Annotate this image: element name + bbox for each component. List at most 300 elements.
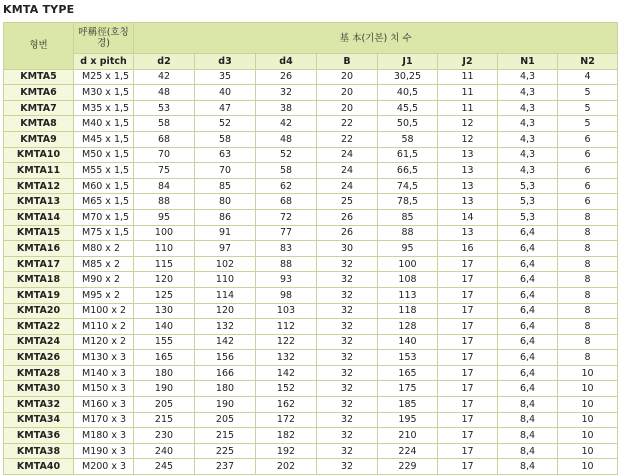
value-cell: 52 [256,147,317,163]
value-cell: 162 [256,397,317,413]
value-cell: 8 [558,287,618,303]
value-cell: 182 [256,428,317,444]
model-cell: KMTA8 [4,116,74,132]
value-cell: 5,3 [498,209,558,225]
value-cell: 42 [134,69,195,85]
value-cell: 61,5 [378,147,438,163]
value-cell: 17 [438,350,498,366]
value-cell: 70 [134,147,195,163]
value-cell: 17 [438,272,498,288]
value-cell: 6,4 [498,256,558,272]
table-row [4,225,618,241]
value-cell: 172 [256,412,317,428]
model-cell: KMTA16 [4,241,74,257]
value-cell: 97 [195,241,256,257]
value-cell: 6 [558,178,618,194]
value-cell: 22 [317,116,378,132]
column-header: d2 [134,54,195,70]
value-cell: 20 [317,100,378,116]
size-cell: M180 x 3 [74,428,134,444]
table-row [4,319,618,335]
header-model: 형번 [4,23,74,70]
value-cell: 142 [256,365,317,381]
value-cell: 130 [134,303,195,319]
value-cell: 10 [558,381,618,397]
value-cell: 132 [256,350,317,366]
value-cell: 122 [256,334,317,350]
value-cell: 100 [134,225,195,241]
model-cell: KMTA24 [4,334,74,350]
value-cell: 4,3 [498,147,558,163]
model-cell: KMTA15 [4,225,74,241]
value-cell: 20 [317,69,378,85]
value-cell: 165 [134,350,195,366]
model-cell: KMTA12 [4,178,74,194]
value-cell: 8 [558,272,618,288]
page-title: KMTA TYPE [3,3,75,16]
value-cell: 50,5 [378,116,438,132]
column-header: J2 [438,54,498,70]
value-cell: 88 [256,256,317,272]
value-cell: 110 [134,241,195,257]
value-cell: 6,4 [498,303,558,319]
model-cell: KMTA11 [4,163,74,179]
size-cell: M35 x 1,5 [74,100,134,116]
table-row [4,116,618,132]
model-cell: KMTA5 [4,69,74,85]
size-cell: M65 x 1,5 [74,194,134,210]
value-cell: 8,4 [498,412,558,428]
table-row [4,381,618,397]
value-cell: 32 [317,350,378,366]
value-cell: 215 [134,412,195,428]
value-cell: 110 [195,272,256,288]
value-cell: 8 [558,303,618,319]
value-cell: 68 [134,131,195,147]
table-row [4,428,618,444]
value-cell: 6,4 [498,287,558,303]
model-cell: KMTA28 [4,365,74,381]
value-cell: 229 [378,459,438,475]
value-cell: 190 [134,381,195,397]
value-cell: 85 [195,178,256,194]
value-cell: 115 [134,256,195,272]
size-cell: M30 x 1,5 [74,85,134,101]
column-header: d4 [256,54,317,70]
value-cell: 17 [438,287,498,303]
size-cell: M25 x 1,5 [74,69,134,85]
value-cell: 13 [438,178,498,194]
value-cell: 195 [378,412,438,428]
value-cell: 100 [378,256,438,272]
value-cell: 166 [195,365,256,381]
size-cell: M75 x 1,5 [74,225,134,241]
value-cell: 108 [378,272,438,288]
value-cell: 8 [558,334,618,350]
table-row [4,412,618,428]
spec-table [3,22,618,475]
size-cell: M85 x 2 [74,256,134,272]
value-cell: 6 [558,131,618,147]
size-cell: M140 x 3 [74,365,134,381]
value-cell: 32 [317,319,378,335]
value-cell: 42 [256,116,317,132]
value-cell: 13 [438,225,498,241]
value-cell: 38 [256,100,317,116]
value-cell: 175 [378,381,438,397]
value-cell: 20 [317,85,378,101]
value-cell: 6,4 [498,365,558,381]
value-cell: 17 [438,412,498,428]
value-cell: 32 [317,412,378,428]
table-row [4,209,618,225]
value-cell: 4 [558,69,618,85]
value-cell: 10 [558,365,618,381]
table-row [4,178,618,194]
value-cell: 80 [195,194,256,210]
value-cell: 4,3 [498,131,558,147]
value-cell: 32 [317,443,378,459]
value-cell: 32 [317,272,378,288]
model-cell: KMTA22 [4,319,74,335]
value-cell: 12 [438,116,498,132]
value-cell: 58 [378,131,438,147]
value-cell: 13 [438,194,498,210]
model-cell: KMTA10 [4,147,74,163]
model-cell: KMTA30 [4,381,74,397]
value-cell: 5 [558,116,618,132]
column-header: N2 [558,54,618,70]
value-cell: 32 [317,381,378,397]
value-cell: 155 [134,334,195,350]
table-row [4,272,618,288]
value-cell: 75 [134,163,195,179]
value-cell: 237 [195,459,256,475]
size-cell: M80 x 2 [74,241,134,257]
header-size-sub: d x pitch [74,54,134,70]
value-cell: 88 [378,225,438,241]
value-cell: 11 [438,100,498,116]
value-cell: 26 [317,209,378,225]
value-cell: 6,4 [498,272,558,288]
value-cell: 32 [256,85,317,101]
value-cell: 6 [558,194,618,210]
value-cell: 6,4 [498,350,558,366]
value-cell: 68 [256,194,317,210]
column-header: B [317,54,378,70]
value-cell: 32 [317,303,378,319]
value-cell: 24 [317,178,378,194]
value-cell: 77 [256,225,317,241]
value-cell: 8 [558,241,618,257]
value-cell: 103 [256,303,317,319]
value-cell: 91 [195,225,256,241]
value-cell: 8 [558,319,618,335]
header-size: 呼稱徑(호칭경) [74,23,134,54]
value-cell: 4,3 [498,116,558,132]
table-row [4,147,618,163]
value-cell: 17 [438,428,498,444]
value-cell: 93 [256,272,317,288]
value-cell: 58 [195,131,256,147]
value-cell: 10 [558,412,618,428]
size-cell: M130 x 3 [74,350,134,366]
table-row [4,194,618,210]
value-cell: 128 [378,319,438,335]
value-cell: 190 [195,397,256,413]
model-cell: KMTA6 [4,85,74,101]
value-cell: 32 [317,365,378,381]
value-cell: 225 [195,443,256,459]
value-cell: 112 [256,319,317,335]
value-cell: 6,4 [498,334,558,350]
size-cell: M120 x 2 [74,334,134,350]
value-cell: 58 [256,163,317,179]
value-cell: 58 [134,116,195,132]
model-cell: KMTA9 [4,131,74,147]
value-cell: 118 [378,303,438,319]
value-cell: 10 [558,428,618,444]
value-cell: 125 [134,287,195,303]
table-row [4,443,618,459]
size-cell: M40 x 1,5 [74,116,134,132]
value-cell: 53 [134,100,195,116]
value-cell: 180 [195,381,256,397]
value-cell: 30 [317,241,378,257]
value-cell: 24 [317,163,378,179]
value-cell: 8,4 [498,428,558,444]
value-cell: 210 [378,428,438,444]
value-cell: 142 [195,334,256,350]
value-cell: 192 [256,443,317,459]
table-row [4,100,618,116]
value-cell: 72 [256,209,317,225]
value-cell: 205 [134,397,195,413]
model-cell: KMTA18 [4,272,74,288]
table-row [4,69,618,85]
table-row [4,131,618,147]
column-header: N1 [498,54,558,70]
model-cell: KMTA20 [4,303,74,319]
value-cell: 86 [195,209,256,225]
value-cell: 180 [134,365,195,381]
column-header: d3 [195,54,256,70]
value-cell: 17 [438,256,498,272]
size-cell: M50 x 1,5 [74,147,134,163]
value-cell: 32 [317,397,378,413]
size-cell: M70 x 1,5 [74,209,134,225]
value-cell: 5,3 [498,194,558,210]
value-cell: 84 [134,178,195,194]
table-row [4,256,618,272]
value-cell: 25 [317,194,378,210]
value-cell: 113 [378,287,438,303]
value-cell: 8 [558,209,618,225]
value-cell: 4,3 [498,100,558,116]
value-cell: 11 [438,85,498,101]
table-row [4,241,618,257]
value-cell: 230 [134,428,195,444]
value-cell: 17 [438,334,498,350]
value-cell: 120 [195,303,256,319]
value-cell: 66,5 [378,163,438,179]
value-cell: 10 [558,459,618,475]
value-cell: 245 [134,459,195,475]
value-cell: 16 [438,241,498,257]
value-cell: 32 [317,287,378,303]
value-cell: 11 [438,69,498,85]
value-cell: 240 [134,443,195,459]
value-cell: 8,4 [498,443,558,459]
value-cell: 32 [317,334,378,350]
value-cell: 114 [195,287,256,303]
model-cell: KMTA36 [4,428,74,444]
size-cell: M110 x 2 [74,319,134,335]
value-cell: 95 [134,209,195,225]
table-row [4,350,618,366]
table-row [4,287,618,303]
value-cell: 8,4 [498,459,558,475]
value-cell: 14 [438,209,498,225]
value-cell: 35 [195,69,256,85]
model-cell: KMTA40 [4,459,74,475]
value-cell: 10 [558,397,618,413]
value-cell: 63 [195,147,256,163]
model-cell: KMTA17 [4,256,74,272]
value-cell: 6,4 [498,381,558,397]
value-cell: 24 [317,147,378,163]
value-cell: 17 [438,365,498,381]
value-cell: 30,25 [378,69,438,85]
value-cell: 13 [438,147,498,163]
value-cell: 8 [558,350,618,366]
table-row [4,303,618,319]
header-basic-dimensions: 基 本(기본) 치 수 [134,23,618,54]
value-cell: 17 [438,381,498,397]
table-row [4,163,618,179]
value-cell: 13 [438,163,498,179]
value-cell: 32 [317,459,378,475]
value-cell: 5 [558,100,618,116]
value-cell: 74,5 [378,178,438,194]
table-row [4,85,618,101]
value-cell: 70 [195,163,256,179]
value-cell: 156 [195,350,256,366]
value-cell: 45,5 [378,100,438,116]
size-cell: M55 x 1,5 [74,163,134,179]
value-cell: 48 [134,85,195,101]
value-cell: 17 [438,397,498,413]
value-cell: 17 [438,303,498,319]
value-cell: 4,3 [498,163,558,179]
value-cell: 40,5 [378,85,438,101]
value-cell: 32 [317,256,378,272]
model-cell: KMTA38 [4,443,74,459]
value-cell: 98 [256,287,317,303]
size-cell: M160 x 3 [74,397,134,413]
size-cell: M60 x 1,5 [74,178,134,194]
value-cell: 132 [195,319,256,335]
value-cell: 10 [558,443,618,459]
table-row [4,365,618,381]
size-cell: M200 x 3 [74,459,134,475]
value-cell: 152 [256,381,317,397]
value-cell: 83 [256,241,317,257]
column-header: J1 [378,54,438,70]
value-cell: 85 [378,209,438,225]
model-cell: KMTA14 [4,209,74,225]
value-cell: 17 [438,443,498,459]
value-cell: 8,4 [498,397,558,413]
size-cell: M150 x 3 [74,381,134,397]
value-cell: 95 [378,241,438,257]
value-cell: 52 [195,116,256,132]
value-cell: 140 [378,334,438,350]
size-cell: M90 x 2 [74,272,134,288]
value-cell: 26 [256,69,317,85]
value-cell: 102 [195,256,256,272]
value-cell: 6,4 [498,319,558,335]
value-cell: 17 [438,319,498,335]
value-cell: 165 [378,365,438,381]
table-row [4,397,618,413]
model-cell: KMTA26 [4,350,74,366]
size-cell: M190 x 3 [74,443,134,459]
value-cell: 185 [378,397,438,413]
size-cell: M45 x 1,5 [74,131,134,147]
value-cell: 32 [317,428,378,444]
value-cell: 17 [438,459,498,475]
value-cell: 4,3 [498,69,558,85]
value-cell: 202 [256,459,317,475]
size-cell: M100 x 2 [74,303,134,319]
size-cell: M95 x 2 [74,287,134,303]
value-cell: 120 [134,272,195,288]
value-cell: 140 [134,319,195,335]
value-cell: 48 [256,131,317,147]
value-cell: 47 [195,100,256,116]
value-cell: 8 [558,256,618,272]
value-cell: 224 [378,443,438,459]
table-row [4,334,618,350]
model-cell: KMTA19 [4,287,74,303]
value-cell: 6,4 [498,241,558,257]
model-cell: KMTA13 [4,194,74,210]
value-cell: 8 [558,225,618,241]
value-cell: 6 [558,147,618,163]
value-cell: 5 [558,85,618,101]
model-cell: KMTA32 [4,397,74,413]
value-cell: 62 [256,178,317,194]
value-cell: 22 [317,131,378,147]
value-cell: 40 [195,85,256,101]
model-cell: KMTA34 [4,412,74,428]
model-cell: KMTA7 [4,100,74,116]
value-cell: 78,5 [378,194,438,210]
value-cell: 88 [134,194,195,210]
value-cell: 205 [195,412,256,428]
value-cell: 153 [378,350,438,366]
value-cell: 4,3 [498,85,558,101]
value-cell: 5,3 [498,178,558,194]
size-cell: M170 x 3 [74,412,134,428]
value-cell: 215 [195,428,256,444]
table-row [4,459,618,475]
value-cell: 6,4 [498,225,558,241]
value-cell: 26 [317,225,378,241]
value-cell: 12 [438,131,498,147]
value-cell: 6 [558,163,618,179]
